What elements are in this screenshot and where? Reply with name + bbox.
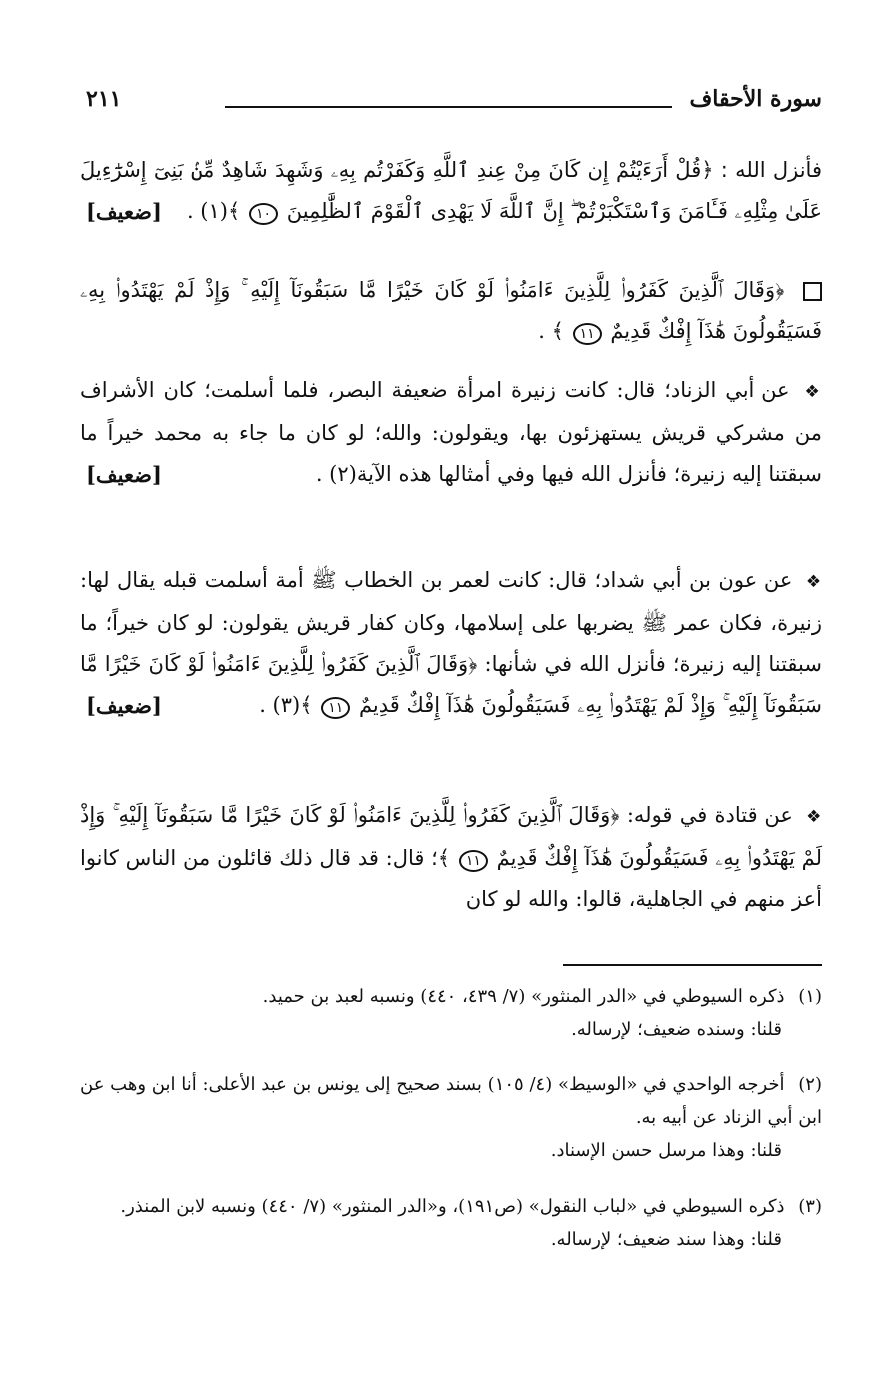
footnote-text: ذكره السيوطي في «الدر المنثور» (٧/ ٤٣٩، ٤٤٠) ونسبه لعبد بن حميد. bbox=[262, 986, 785, 1007]
diamond-bullet-icon: ❖ bbox=[804, 382, 822, 402]
paragraph-1-text: فأنزل الله : ﴿قُلْ أَرَءَيْتُمْ إِن كَانَ مِنْ عِندِ ٱللَّهِ وَكَفَرْتُم بِهِۦ وَشَهِدَ شَاهِدٌ مِّنۢ بَنِىٓ إِسْرَٰٓءِيلَ عَلَىٰ مِثْلِهِۦ فَـَٔامَنَ وَٱسْتَكْبَرْتُمْ ۖ إِنَّ ٱللَّهَ لَا يَهْدِى ٱلْقَوْمَ ٱلظَّٰلِمِينَ bbox=[80, 158, 822, 223]
paragraph-3-text: عن أبي الزناد؛ قال: كانت زنيرة امرأة ضعيفة البصر، فلما أسلمت؛ كان الأشراف من مشركي قريش يستهزئون بها، ويقولون: والله؛ لو كان ما جاء به محمد خيراً ما سبقتنا إليه زنيرة؛ فأنزل الله فيها وفي أمثالها هذه الآية(٢) . bbox=[80, 378, 822, 486]
page-number: ٢١١ bbox=[86, 86, 122, 112]
paragraph-1 bbox=[80, 150, 822, 232]
footnote-number: (٢) bbox=[798, 1074, 822, 1095]
grade-label: [ضعيف] bbox=[86, 693, 162, 718]
paragraph-3 bbox=[80, 370, 822, 495]
footnote-comment: قلنا: وسنده ضعيف؛ لإرساله. bbox=[571, 1019, 782, 1040]
diamond-bullet-icon: ❖ bbox=[805, 572, 822, 592]
footnote-2 bbox=[80, 1068, 822, 1167]
diamond-bullet-icon: ❖ bbox=[806, 807, 822, 827]
surah-title: سورة الأحقاف bbox=[689, 86, 822, 112]
ayah-number-marker: ١٠ bbox=[249, 203, 278, 225]
footnote-3 bbox=[80, 1190, 822, 1256]
ayah-number-marker: ١١ bbox=[573, 323, 602, 345]
paragraph-2 bbox=[80, 270, 822, 352]
paragraph-5-continuation: ﴾؛ قال: قد قال ذلك قائلون من الناس كانوا أعز منهم في الجاهلية، قالوا: والله لو كان bbox=[80, 846, 822, 911]
footnote-separator bbox=[563, 964, 822, 966]
header-rule bbox=[225, 106, 672, 108]
footnote-number: (١) bbox=[798, 986, 822, 1007]
grade-label: [ضعيف] bbox=[86, 199, 162, 224]
paragraph-4-text: عن عون بن أبي شداد؛ قال: كانت لعمر بن الخطاب ﷺ أمة أسلمت قبله يقال لها: زنيرة، فكان عمر ﷺ يضربها على إسلامها، وكان كفار قريش يقولون: لو كان خيراً؛ ما سبقتنا إليه زنيرة؛ فأنزل الله في شأنها: ﴿وَقَالَ ٱلَّذِينَ كَفَرُوا۟ لِلَّذِينَ ءَامَنُوا۟ لَوْ كَانَ خَيْرًا مَّا سَبَقُونَآ إِلَيْهِ ۚ وَإِذْ لَمْ يَهْتَدُوا۟ بِهِۦ فَسَيَقُولُونَ هَٰذَآ إِفْكٌ قَدِيمٌ bbox=[80, 568, 822, 717]
footnote-text: ذكره السيوطي في «لباب النقول» (ص١٩١)، و«الدر المنثور» (٧/ ٤٤٠) ونسبه لابن المنذر. bbox=[120, 1196, 785, 1217]
footnote-ref: ﴾(٣) . bbox=[259, 693, 313, 717]
footnote-comment: قلنا: وهذا مرسل حسن الإسناد. bbox=[550, 1140, 782, 1161]
page-header bbox=[80, 84, 822, 124]
footnote-ref: ﴾(١) . bbox=[186, 199, 241, 223]
paragraph-2-text: ﴿وَقَالَ ٱلَّذِينَ كَفَرُوا۟ لِلَّذِينَ ءَامَنُوا۟ لَوْ كَانَ خَيْرًا مَّا سَبَقُونَآ إِلَيْهِ ۚ وَإِذْ لَمْ يَهْتَدُوا۟ بِهِۦ فَسَيَقُولُونَ هَٰذَآ إِفْكٌ قَدِيمٌ bbox=[80, 278, 822, 343]
grade-label: [ضعيف] bbox=[86, 462, 162, 487]
square-bullet-icon bbox=[803, 282, 822, 301]
paragraph-4 bbox=[80, 560, 822, 726]
footnote-text: أخرجه الواحدي في «الوسيط» (٤/ ١٠٥) بسند صحيح إلى يونس بن عبد الأعلى: أنا ابن وهب عن ابن أبي الزناد عن أبيه به. bbox=[80, 1074, 822, 1128]
footnote-ref: ﴾ . bbox=[538, 319, 564, 343]
ayah-number-marker: ١١ bbox=[321, 697, 350, 719]
paragraph-5-text: عن قتادة في قوله: ﴿وَقَالَ ٱلَّذِينَ كَفَرُوا۟ لِلَّذِينَ ءَامَنُوا۟ لَوْ كَانَ خَيْرًا مَّا سَبَقُونَآ إِلَيْهِ ۚ وَإِذْ لَمْ يَهْتَدُوا۟ بِهِۦ فَسَيَقُولُونَ هَٰذَآ إِفْكٌ قَدِيمٌ bbox=[80, 803, 822, 870]
footnote-number: (٣) bbox=[798, 1196, 822, 1217]
footnote-1 bbox=[80, 980, 822, 1046]
footnote-comment: قلنا: وهذا سند ضعيف؛ لإرساله. bbox=[550, 1229, 782, 1250]
ayah-number-marker: ١١ bbox=[459, 850, 488, 872]
paragraph-5 bbox=[80, 795, 822, 920]
